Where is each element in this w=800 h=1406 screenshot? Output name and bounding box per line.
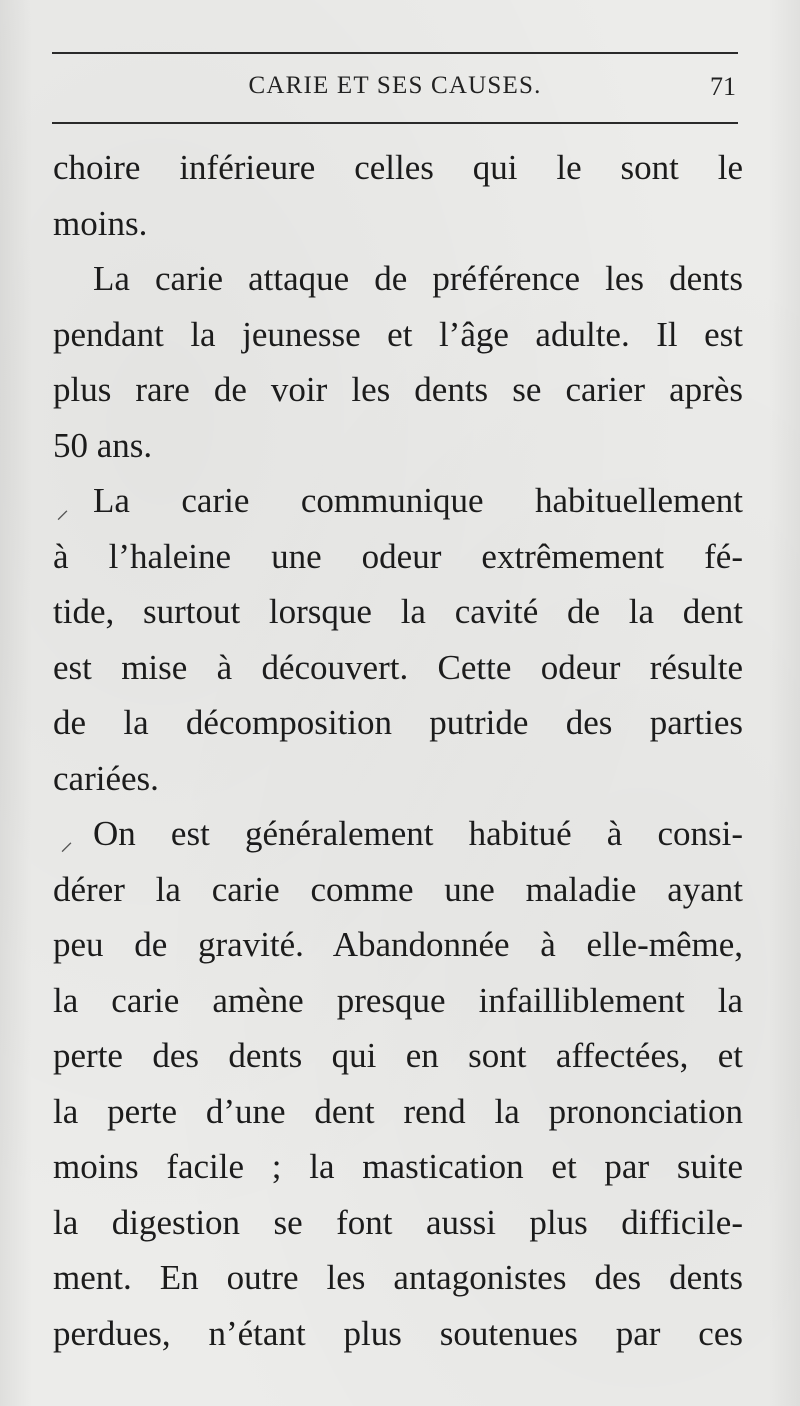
text-line: La carie communique habituellement bbox=[93, 481, 743, 520]
header-rule-bottom bbox=[52, 122, 738, 124]
text-line: La carie attaque de préférence les dents bbox=[93, 259, 743, 298]
running-head bbox=[52, 70, 738, 110]
text-line: 50 ans. bbox=[53, 425, 153, 465]
text-line: peu de gravité. Abandonnée à elle-même, bbox=[53, 925, 743, 964]
text-line: perte des dents qui en sont affectées, et bbox=[53, 1036, 743, 1075]
header-rule-top bbox=[52, 52, 738, 54]
text-line: la carie amène presque infailliblement la bbox=[53, 980, 743, 1020]
text-line: est mise à découvert. Cette odeur résulte bbox=[53, 647, 743, 687]
text-line: la digestion se font aussi plus difficile- bbox=[53, 1202, 743, 1242]
text-line: perdues, n’étant plus soutenues par ces bbox=[53, 1313, 743, 1353]
text-line: plus rare de voir les dents se carier après bbox=[53, 370, 743, 409]
text-line: la perte d’une dent rend la prononciation bbox=[53, 1091, 743, 1131]
text-line: On est généralement habitué à consi- bbox=[93, 814, 743, 853]
text-line: ment. En outre les antagonistes des dents bbox=[53, 1258, 743, 1297]
text-line: à l’haleine une odeur extrêmement fé- bbox=[53, 536, 743, 576]
margin-mark-1: ⸝ bbox=[56, 495, 70, 525]
text-line: moins facile ; la mastication et par suite bbox=[53, 1147, 743, 1186]
text-line: moins. bbox=[53, 203, 148, 243]
text-line: pendant la jeunesse et l’âge adulte. Il est bbox=[53, 314, 743, 354]
text-line: tide, surtout lorsque la cavité de la dent bbox=[53, 592, 743, 631]
page-number: 71 bbox=[710, 72, 736, 101]
body-text bbox=[53, 140, 743, 1361]
text-line: de la décomposition putride des parties bbox=[53, 703, 743, 742]
running-title: CARIE ET SES CAUSES. bbox=[248, 72, 542, 99]
text-line: cariées. bbox=[53, 758, 159, 798]
text-line: dérer la carie comme une maladie ayant bbox=[53, 869, 743, 909]
margin-mark-2: ⸝ bbox=[60, 827, 74, 857]
text-line: choire inférieure celles qui le sont le bbox=[53, 148, 743, 187]
